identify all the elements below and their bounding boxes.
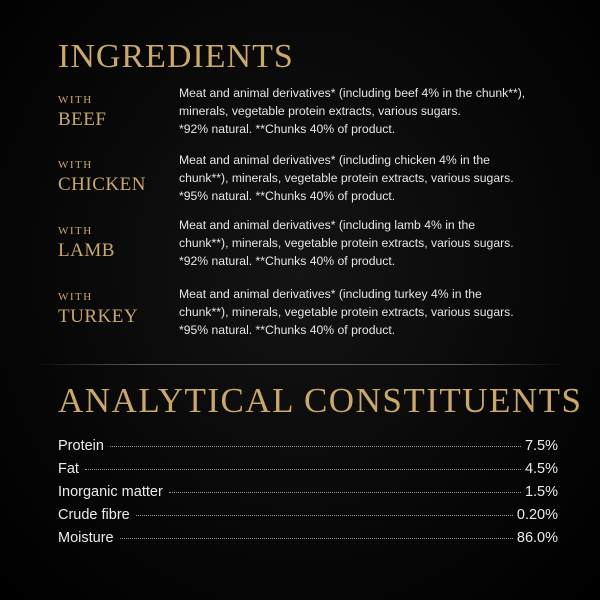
description-line: *95% natural. **Chunks 40% of product. <box>179 189 396 203</box>
variety-name: TURKEY <box>58 306 139 327</box>
description-line: Meat and animal derivatives* (including turkey 4% in the <box>179 287 482 301</box>
ingredients-lamb-description <box>179 216 579 270</box>
description-line: chunk**), minerals, vegetable protein extracts, various sugars. <box>179 171 514 185</box>
constituent-value: 4.5% <box>524 461 558 477</box>
variety-with-label: WITH <box>58 94 93 106</box>
variety-chicken <box>58 160 146 194</box>
variety-lamb <box>58 226 115 260</box>
constituent-value: 1.5% <box>524 484 558 500</box>
variety-with-label: WITH <box>58 225 93 237</box>
constituent-row-fat <box>58 461 558 481</box>
variety-beef <box>58 95 106 129</box>
dotted-leader <box>120 537 513 539</box>
description-line: Meat and animal derivatives* (including beef 4% in the chunk**), <box>179 86 526 100</box>
constituent-row-crude-fibre <box>58 507 558 527</box>
variety-with-label: WITH <box>58 159 93 171</box>
variety-name: CHICKEN <box>58 174 146 195</box>
constituent-row-moisture <box>58 530 558 550</box>
constituent-row-protein <box>58 438 558 458</box>
description-line: Meat and animal derivatives* (including chicken 4% in the <box>179 153 490 167</box>
constituent-label: Inorganic matter <box>58 484 163 500</box>
ingredients-title: INGREDIENTS <box>58 38 294 75</box>
variety-name: LAMB <box>58 240 115 261</box>
constituent-value: 0.20% <box>516 507 558 523</box>
description-line: chunk**), minerals, vegetable protein extracts, various sugars. <box>179 236 514 250</box>
ingredients-beef-description <box>179 84 579 138</box>
constituent-label: Crude fibre <box>58 507 130 523</box>
variety-turkey <box>58 292 138 326</box>
dotted-leader <box>136 514 513 516</box>
description-line: minerals, vegetable protein extracts, various sugars. <box>179 104 461 118</box>
ingredients-chicken-description <box>179 151 579 205</box>
description-line: *95% natural. **Chunks 40% of product. <box>179 323 396 337</box>
constituent-value: 86.0% <box>516 530 558 546</box>
description-line: Meat and animal derivatives* (including lamb 4% in the <box>179 218 476 232</box>
constituent-label: Moisture <box>58 530 114 546</box>
constituent-label: Protein <box>58 438 104 454</box>
analytical-constituents-title: ANALYTICAL CONSTITUENTS <box>58 381 583 420</box>
variety-with-label: WITH <box>58 291 93 303</box>
variety-name: BEEF <box>58 109 107 130</box>
constituent-row-inorganic-matter <box>58 484 558 504</box>
constituent-label: Fat <box>58 461 79 477</box>
constituent-value: 7.5% <box>524 438 558 454</box>
dotted-leader <box>169 491 521 493</box>
ingredients-turkey-description <box>179 285 579 339</box>
description-line: *92% natural. **Chunks 40% of product. <box>179 122 396 136</box>
description-line: chunk**), minerals, vegetable protein extracts, various sugars. <box>179 305 514 319</box>
description-line: *92% natural. **Chunks 40% of product. <box>179 254 396 268</box>
dotted-leader <box>85 468 521 470</box>
dotted-leader <box>110 445 521 447</box>
section-divider <box>35 364 565 365</box>
